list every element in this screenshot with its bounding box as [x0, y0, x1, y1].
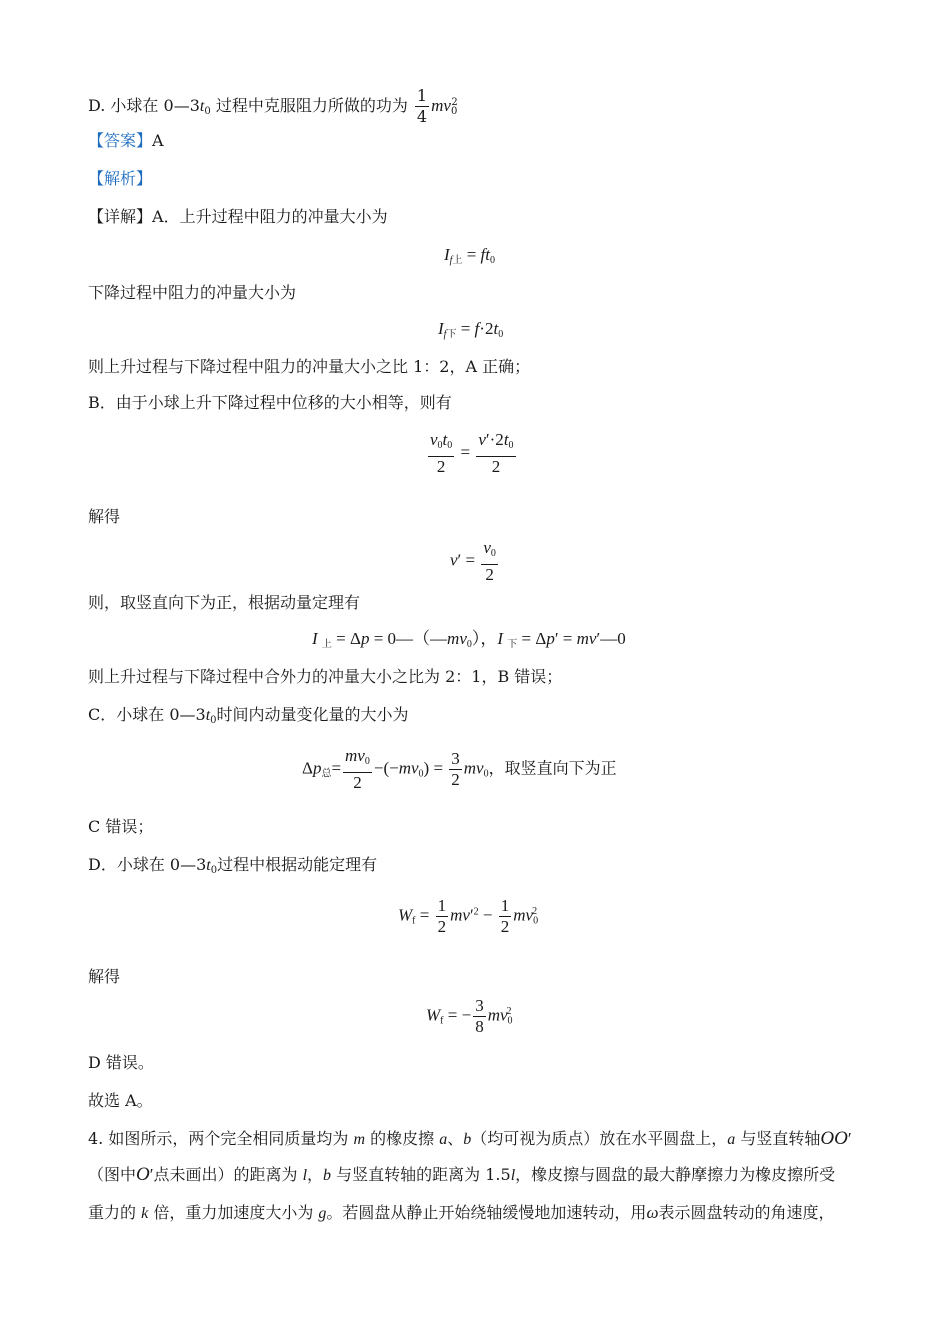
fraction: $\frac{1}{4}$ [416, 86, 428, 126]
equation-impulse-up: $I_{f上} = ft_0$ [444, 245, 495, 266]
analysis-label: 【解析】 [88, 169, 153, 188]
option-d-line: D. 小球在 $0—3t_0$ 过程中克服阻力所做的功为 $\frac{1}{4}$ $mv_0^2$ [88, 86, 458, 126]
answer-label: 【答案】 [88, 131, 153, 150]
solve1-line: 解得 [88, 507, 121, 526]
option-d-prefix: D. 小球在 0—3 [88, 96, 200, 115]
ratio-a-line: 则上升过程与下降过程中阻力的冲量大小之比 1：2，A 正确； [88, 357, 531, 376]
q4-line-2: （图中O′点未画出）的距离为 l，b 与竖直转轴的距离为 1.5l，橡皮擦与圆盘的最大静摩擦力为橡皮擦所受 [88, 1164, 836, 1185]
d-intro-line: D．小球在 $0—3t_0$过程中根据动能定理有 [88, 855, 378, 876]
equation-displacement: $\frac{v_0t_0}{2}$ = $\frac{v'\cdot 2t_0}{2}$ [430, 430, 514, 476]
c-wrong-line: C 错误； [88, 817, 154, 836]
equation-v-prime: v′ = $\frac{v_0}{2}$ [450, 538, 496, 584]
down-intro-line: 下降过程中阻力的冲量大小为 [88, 283, 297, 302]
equation-momentum: I $_上 = \Delta p = 0—(—mv_0)$，I $_下$ = Δp′ = mv′—0 [312, 629, 626, 650]
analysis-line [88, 168, 152, 190]
option-d-text: 过程中克服阻力所做的功为 [215, 96, 408, 115]
b-intro-line: B．由于小球上升下降过程中位移的大小相等，则有 [88, 393, 452, 412]
equation-delta-p: $\Delta p_总=$ $\frac{mv_0}{2}$ $-(-mv_0)$ = $\frac{3}{2}$ $mv_0$，取竖直向下为正 [302, 746, 617, 792]
momentum-intro-line: 则，取竖直向下为正，根据动量定理有 [88, 593, 361, 612]
equation-work-result: $W_f$ = − $\frac{3}{8}$ $mv_0^2$ [426, 996, 513, 1036]
q4-line-1: 4. 如图所示，两个完全相同质量均为 m 的橡皮擦 a、b（均可视为质点）放在水平圆盘上，a 与竖直转轴OO′ [88, 1128, 852, 1149]
answer-line [88, 130, 164, 152]
equation-impulse-down: $I_{f下} = f\cdot 2t_0$ [438, 319, 504, 340]
d-wrong-line: D 错误。 [88, 1053, 154, 1072]
q4-line-3: 重力的 k 倍，重力加速度大小为 g。若圆盘从静止开始绕轴缓慢地加速转动，用ω表示圆盘转动的角速度， [88, 1203, 835, 1222]
ratio-b-line: 则上升过程与下降过程中合外力的冲量大小之比为 2：1，B 错误； [88, 667, 563, 686]
solve2-line: 解得 [88, 967, 121, 986]
detail-label: 【详解】 [88, 207, 153, 226]
equation-work-energy: $W_f$ = $\frac{1}{2}$ $mv'^2$ − $\frac{1}{2}$ $mv_0^2$ [398, 896, 539, 936]
choose-line: 故选 A。 [88, 1091, 153, 1110]
detail-line [88, 206, 388, 228]
c-intro-line: C．小球在 $0—3t_0$时间内动量变化量的大小为 [88, 705, 409, 726]
answer-value: A [152, 131, 164, 150]
detail-text: A．上升过程中阻力的冲量大小为 [152, 207, 388, 226]
